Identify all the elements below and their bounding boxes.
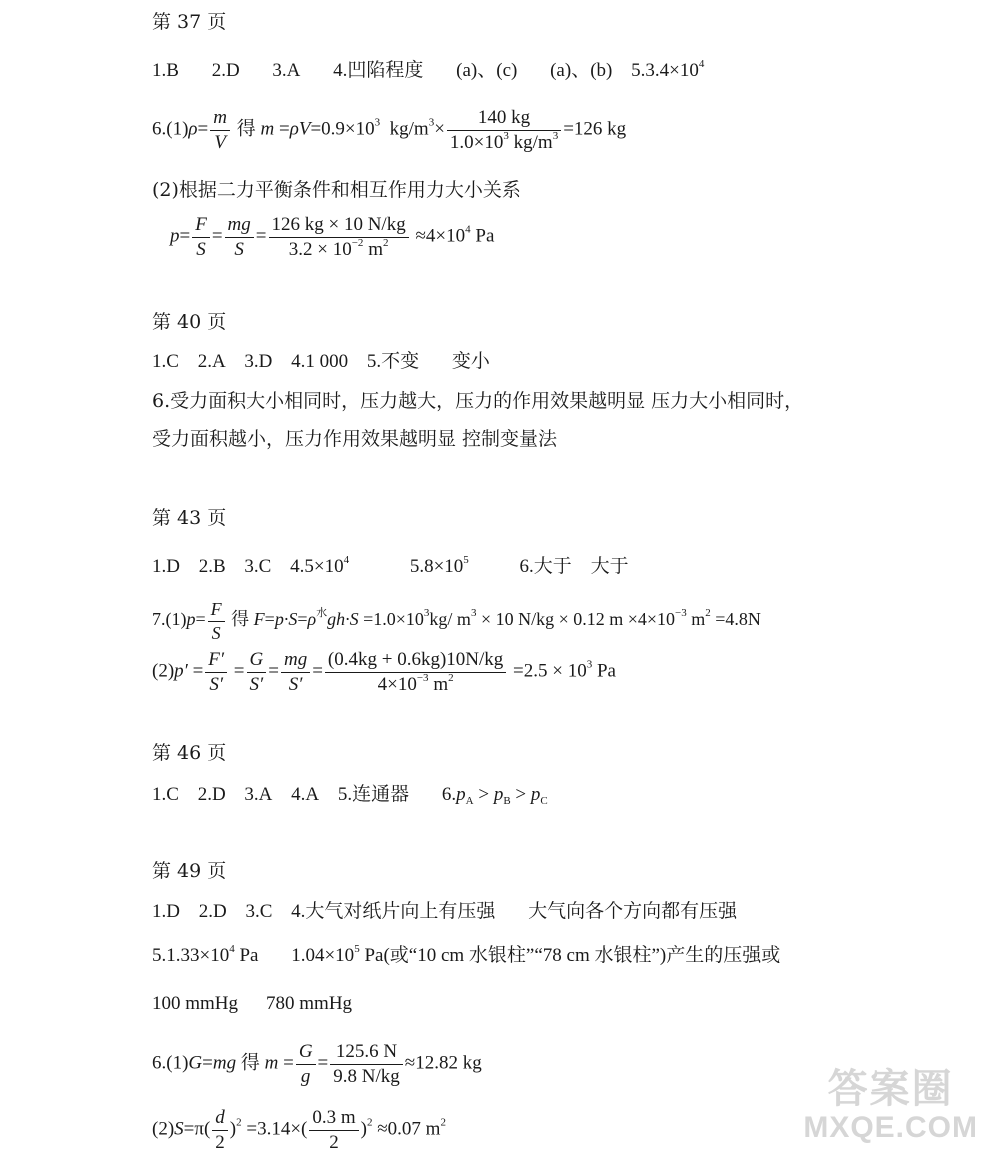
answer-2: 2.D [211, 60, 240, 81]
answers-40-line-1: 1.C 2.A 3.D 4.1 000 5.不变 变小 [152, 351, 490, 372]
answers-46-line-1: 1.C 2.D 3.A 4.A 5.连通器 $6.p_A > p_B > p_C$ [152, 784, 548, 807]
fraction-mass-over-density: $\frac{140 kg}{1.0\times 10^3 kg/m^3}$ [447, 106, 561, 155]
fraction-f-over-s: $\frac{F}{S}$ [192, 213, 210, 262]
page-37-heading: 第 37 页 [152, 11, 227, 33]
result-pressure-2: =2.5 × 10 [513, 660, 587, 682]
answers-40-line-3: 受力面积越小，压力作用效果越明显 控制变量法 [152, 428, 558, 450]
answers-49-line-2: $5.1.33\times 10^4$ Pa $1.04\times 10^5$ Pa(或“10 cm 水银柱”“78 cm 水银柱”)产生的压强或 [152, 943, 781, 966]
answers-37-line-2: 6.(1)ρ= $\frac{m}{V}$ 得 $m =\rho V=0.9\times 10^3$ $kg/m^3\times$ $\frac{140 kg}{1.0\times 10^3 kg/m^3}$ =126 kg [152, 107, 627, 153]
watermark-logo: 答案圈 MXQE.COM [803, 1067, 978, 1144]
de-word: 得 [236, 118, 256, 140]
fraction-g-over-g: $\frac{G}{g}$ [296, 1040, 316, 1089]
fraction-m-over-v: $\frac{m}{V}$ [210, 106, 230, 155]
answers-49-line-5: (2)S=π( $\frac{d}{2}$ )$^2$ =3.14×( $\frac{0.3 m}{2}$ )$^2$ ≈0.07 $m^2$ [152, 1107, 446, 1153]
result-pressure: ≈4×10 [415, 225, 466, 247]
fraction-d-over-2: $\frac{d}{2}$ [212, 1106, 228, 1155]
result-area: ≈0.07 m [372, 1118, 441, 1140]
answers-43-line-3: (2)p′ = $\frac{F'}{S'}$ = $\frac{G}{S'}$ = $\frac{mg}{S'}$ = $\frac{(0.4kg + 0.6kg)10N/kg}{4\times 10^{-3} m^2}$ $=2.5 \times 10^3$ Pa [152, 649, 616, 695]
fraction-mg-over-s: $\frac{mg}{S}$ [225, 213, 254, 262]
fraction-diameter-over-2: $\frac{0.3 m}{2}$ [309, 1106, 358, 1155]
answer-5: $5.3.4\times 10^4$ [631, 58, 705, 81]
answers-37-line-4: p= $\frac{F}{S}$ = $\frac{mg}{S}$ = $\frac{126 kg \times 10 N/kg}{3.2 \times 10^{-2} m^2}$ $\approx 4\times 10^4$ Pa [170, 214, 495, 260]
result-mass-2: ≈12.82 kg [404, 1052, 482, 1074]
fraction-pressure-calc: $\frac{126 kg \times 10 N/kg}{3.2 \times 10^{-2} m^2}$ [269, 213, 409, 262]
page-40-heading: 第 40 页 [152, 311, 227, 333]
page-43-heading: 第 43 页 [152, 507, 227, 529]
answer-4-choice-a: (a)、(c) [456, 60, 518, 81]
answers-37-line-1 [152, 58, 705, 81]
answers-49-line-4: 6.(1)G=mg 得 m = $\frac{G}{g}$ = $\frac{125.6 N}{9.8 N/kg}$ ≈12.82 kg [152, 1041, 482, 1087]
page-46-heading: 第 46 页 [152, 742, 227, 764]
page-49-heading: 第 49 页 [152, 860, 227, 882]
answers-43-line-2: 7.(1)p= $\frac{F}{S}$ 得 $F=p\cdot S=\rho^水gh\cdot S =1.0\times 10^3kg/$ $m^3 \times 10$ N/kg × 0.12 $m \times 4\times 10^{-3}$ $m^2 =4.8N$ [152, 599, 761, 643]
answers-43-line-1: 1.D 2.B 3.C $4.5\times 10^4$ $5.8\times 10^5$ 6.大于 大于 [152, 554, 629, 577]
fraction-g-over-s-prime: $\frac{G}{S'}$ [247, 648, 267, 697]
answer-1: 1.B [152, 60, 179, 81]
fraction-mass-calc: $\frac{125.6 N}{9.8 N/kg}$ [330, 1040, 403, 1089]
result-force: =4.8N [715, 609, 761, 630]
fraction-pressure-calc-2: $\frac{(0.4kg + 0.6kg)10N/kg}{4\times 10^{-3} m^2}$ [325, 648, 506, 697]
fraction-mg-over-s-prime: $\frac{mg}{S'}$ [281, 648, 310, 697]
fraction-f-prime-over-s-prime: $\frac{F'}{S'}$ [205, 648, 227, 697]
answer-4: 4.凹陷程度 [333, 60, 424, 81]
answers-37-line-3: (2)根据二力平衡条件和相互作用力大小关系 [152, 179, 521, 201]
answer-4-choice-b: (a)、(b) [550, 60, 613, 81]
label: 6.(1) [152, 118, 189, 140]
answers-49-line-3: 100 mmHg 780 mmHg [152, 993, 353, 1014]
rho-symbol: ρ [188, 118, 198, 140]
answers-49-line-1: 1.D 2.D 3.C 4.大气对纸片向上有压强 大气向各个方向都有压强 [152, 901, 738, 922]
fraction-f-over-s: $\frac{F}{S}$ [208, 598, 225, 644]
answers-40-line-2: 6.受力面积大小相同时，压力越大，压力的作用效果越明显 压力大小相同时， [152, 390, 804, 412]
answer-3: 3.A [272, 60, 301, 81]
result-mass: =126 kg [563, 118, 627, 140]
